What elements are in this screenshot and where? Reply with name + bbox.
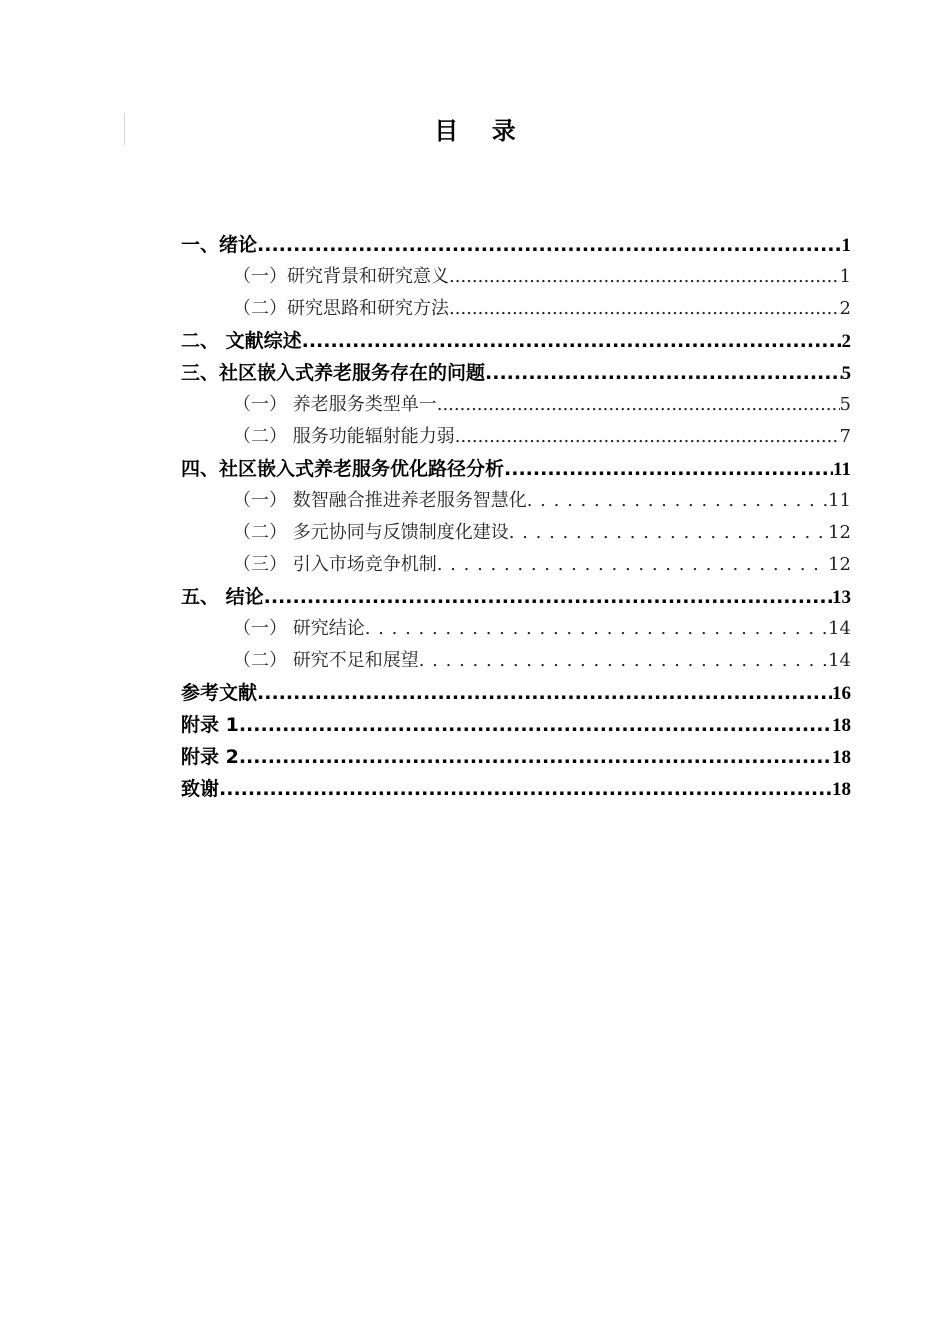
toc-entry-label: 三、社区嵌入式养老服务存在的问题 xyxy=(181,362,486,384)
toc-page-number: 12 xyxy=(828,522,851,543)
dot-leader xyxy=(449,261,840,293)
toc-page-number: 14 xyxy=(828,618,851,639)
toc-entry-label: （一）研究背景和研究意义 xyxy=(233,266,449,287)
toc-entry-label: （二）研究思路和研究方法 xyxy=(233,298,449,319)
toc-entry-label: （二） 服务功能辐射能力弱 xyxy=(233,426,455,447)
dot-leader xyxy=(365,613,828,645)
toc-page-number: 1 xyxy=(839,266,851,287)
page-title: 目 录 xyxy=(434,117,516,145)
toc-entry-label: 附录 1 xyxy=(181,714,239,736)
toc-page-number: 11 xyxy=(828,490,851,511)
toc-chapter-entry[interactable] xyxy=(181,453,851,485)
toc-page-number: 16 xyxy=(832,683,851,704)
toc-chapter-entry[interactable] xyxy=(181,581,851,613)
dot-leader xyxy=(302,325,842,357)
toc-section-entry[interactable] xyxy=(181,549,851,581)
dot-leader xyxy=(264,581,832,613)
toc-page-number: 2 xyxy=(841,331,851,352)
toc-entry-label: （一） 数智融合推进养老服务智慧化 xyxy=(233,490,527,511)
toc-entry-label: （二） 多元协同与反馈制度化建设 xyxy=(233,522,509,543)
toc-section-entry[interactable] xyxy=(181,645,851,677)
toc-page-number: 18 xyxy=(832,715,851,736)
dot-leader xyxy=(219,773,832,805)
toc-entry-label: 二、 文献综述 xyxy=(181,330,302,352)
toc-entry-label: 致谢 xyxy=(181,778,220,800)
toc-chapter-entry[interactable] xyxy=(181,741,851,773)
toc-chapter-entry[interactable] xyxy=(181,325,851,357)
toc-chapter-entry[interactable] xyxy=(181,677,851,709)
dot-leader xyxy=(239,709,832,741)
toc-page-number: 11 xyxy=(833,459,851,480)
toc-entry-label: 五、 结论 xyxy=(181,586,264,608)
toc-page-number: 18 xyxy=(832,747,851,768)
toc-entry-label: （二） 研究不足和展望 xyxy=(233,650,419,671)
toc-page-number: 2 xyxy=(839,298,851,319)
toc-chapter-entry[interactable] xyxy=(181,229,851,261)
dot-leader xyxy=(239,741,832,773)
toc-chapter-entry[interactable] xyxy=(181,709,851,741)
toc-page-number: 7 xyxy=(839,426,851,447)
toc-entry-label: （一） 研究结论 xyxy=(233,618,365,639)
dot-leader xyxy=(455,421,840,453)
toc-section-entry[interactable] xyxy=(181,421,851,453)
toc-entry-label: 附录 2 xyxy=(181,746,239,768)
dot-leader xyxy=(419,645,828,677)
dot-leader xyxy=(257,229,841,261)
toc-page-number: 12 xyxy=(828,554,851,575)
dot-leader xyxy=(257,677,832,709)
dot-leader xyxy=(437,549,828,581)
toc-page-number: 5 xyxy=(841,363,851,384)
toc-entry-label: 四、社区嵌入式养老服务优化路径分析 xyxy=(181,458,505,480)
dot-leader xyxy=(504,453,833,485)
toc-section-entry[interactable] xyxy=(181,293,851,325)
toc-section-entry[interactable] xyxy=(181,517,851,549)
toc-page-number: 1 xyxy=(841,235,851,256)
toc-entry-label: （一） 养老服务类型单一 xyxy=(233,394,437,415)
toc-page-number: 5 xyxy=(839,394,851,415)
table-of-contents xyxy=(181,229,851,805)
toc-section-entry[interactable] xyxy=(181,261,851,293)
toc-chapter-entry[interactable] xyxy=(181,773,851,805)
toc-entry-label: 一、绪论 xyxy=(181,234,258,256)
toc-section-entry[interactable] xyxy=(181,485,851,517)
dot-leader xyxy=(437,389,840,421)
toc-page-number: 13 xyxy=(832,587,851,608)
toc-page-number: 14 xyxy=(828,650,851,671)
dot-leader xyxy=(509,517,828,549)
dot-leader xyxy=(527,485,828,517)
dot-leader xyxy=(485,357,841,389)
toc-chapter-entry[interactable] xyxy=(181,357,851,389)
toc-page-number: 18 xyxy=(832,779,851,800)
toc-entry-label: （三） 引入市场竞争机制 xyxy=(233,554,437,575)
toc-entry-label: 参考文献 xyxy=(181,682,258,704)
toc-section-entry[interactable] xyxy=(181,613,851,645)
toc-section-entry[interactable] xyxy=(181,389,851,421)
dot-leader xyxy=(449,293,840,325)
